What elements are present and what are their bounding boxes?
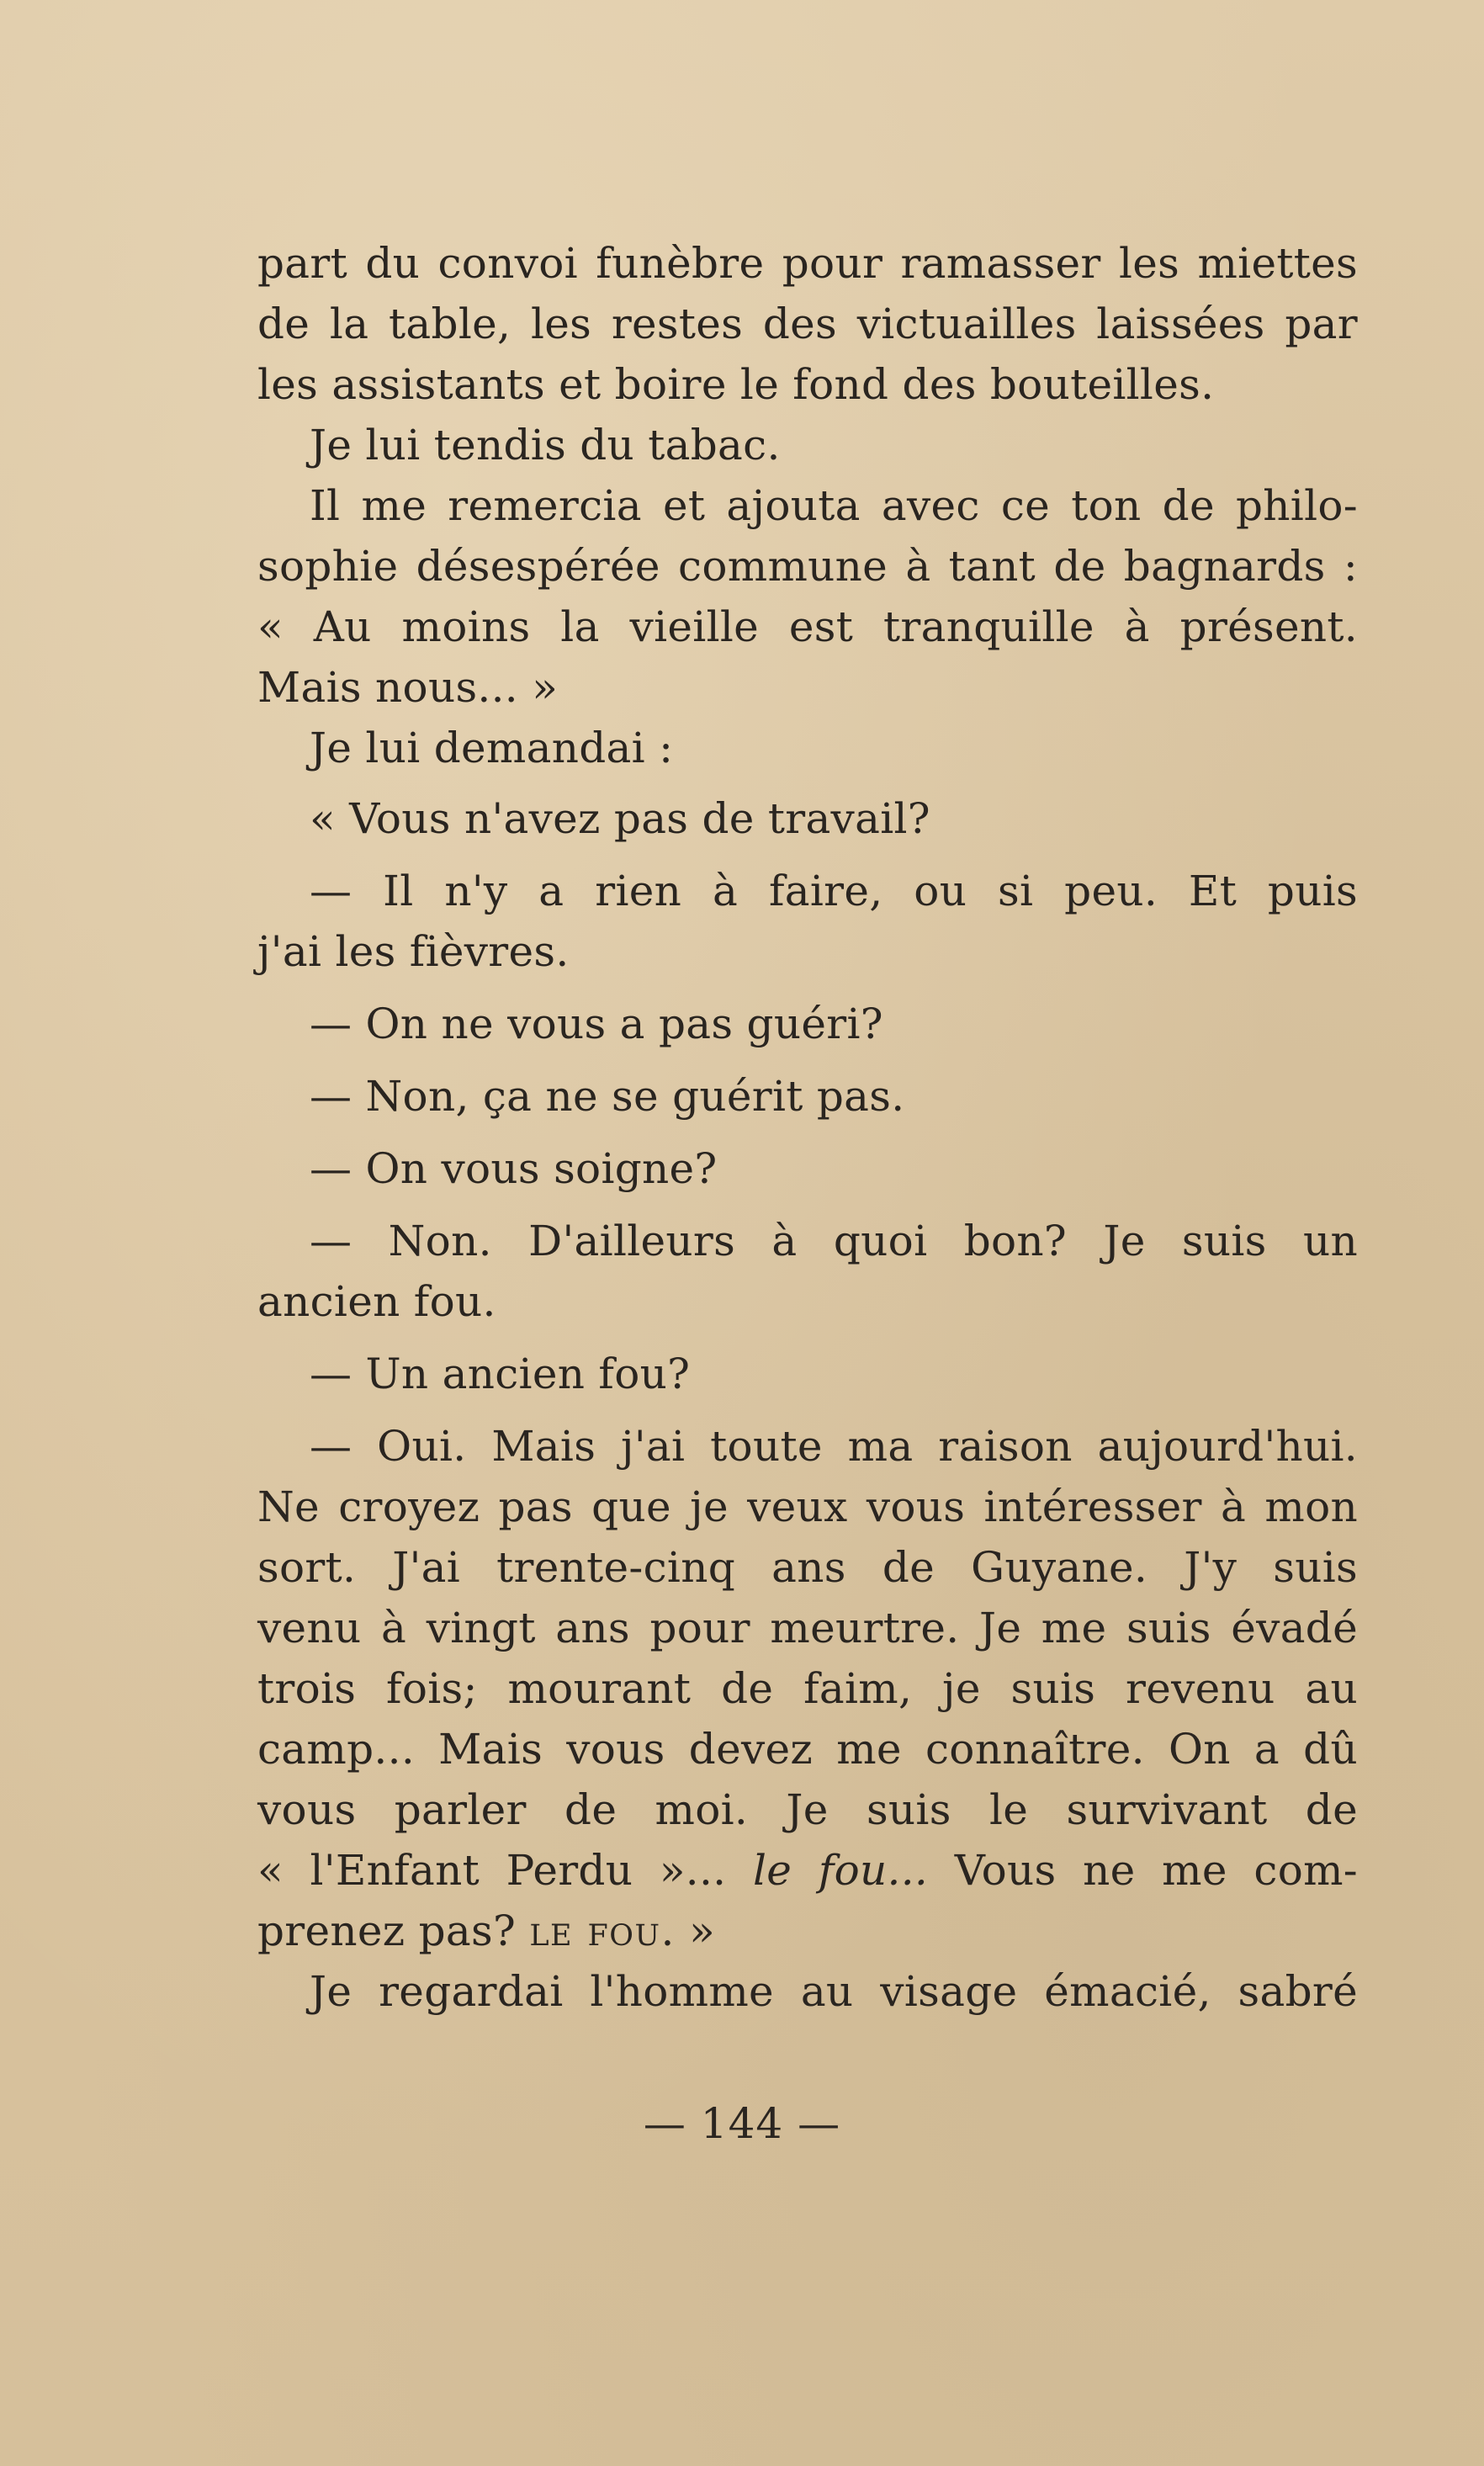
text-line: — On vous soigne?	[310, 1144, 718, 1193]
text-line: — Non, ça ne se guérit pas.	[310, 1072, 905, 1121]
text-line: ancien fou.	[257, 1277, 496, 1326]
small-caps-text: le fou.	[529, 1907, 676, 1955]
text-line: part du convoi funèbre pour ramasser les miettes	[257, 239, 1358, 288]
text-line: Je lui demandai :	[310, 724, 674, 772]
text-line: Je lui tendis du tabac.	[310, 421, 781, 469]
text-line: les assistants et boire le fond des bouteilles.	[257, 360, 1215, 409]
text-line: sort. J'ai trente-cinq ans de Guyane. J'y suis	[257, 1543, 1358, 1592]
text-line: Il me remercia et ajouta avec ce ton de philo-	[310, 481, 1358, 530]
italic-text: le fou...	[753, 1846, 929, 1895]
text-span: Vous ne me com-	[928, 1846, 1358, 1895]
text-line: — Non. D'ailleurs à quoi bon? Je suis un	[310, 1217, 1358, 1265]
text-line: trois fois; mourant de faim, je suis revenu au	[257, 1664, 1358, 1713]
text-line: Ne croyez pas que je veux vous intéresser à mon	[257, 1482, 1358, 1531]
page-number: — 144 —	[643, 2099, 841, 2148]
text-line: venu à vingt ans pour meurtre. Je me suis évadé	[257, 1604, 1358, 1652]
text-span: « l'Enfant Perdu »...	[257, 1846, 753, 1895]
text-line: « Vous n'avez pas de travail?	[310, 794, 930, 843]
text-line: de la table, les restes des victuailles laissées par	[257, 300, 1358, 348]
text-span: »	[675, 1907, 715, 1955]
text-line: — Il n'y a rien à faire, ou si peu. Et puis	[310, 867, 1358, 915]
text-line: Mais nous... »	[257, 663, 559, 712]
text-line: Je regardai l'homme au visage émacié, sabré	[310, 1967, 1358, 2016]
text-line: « Au moins la vieille est tranquille à présent.	[257, 602, 1358, 651]
body-text	[257, 233, 1358, 2022]
text-line: — Un ancien fou?	[310, 1350, 691, 1398]
text-line: j'ai les fièvres.	[257, 927, 570, 976]
text-line	[257, 1840, 1358, 1901]
text-line: — Oui. Mais j'ai toute ma raison aujourd'hui.	[310, 1422, 1358, 1471]
text-line: sophie désespérée commune à tant de bagnards :	[257, 542, 1358, 591]
text-span: prenez pas?	[257, 1907, 530, 1955]
text-line: camp... Mais vous devez me connaître. On a dû	[257, 1725, 1358, 1774]
text-line: vous parler de moi. Je suis le survivant de	[257, 1785, 1358, 1834]
text-line: — On ne vous a pas guéri?	[310, 1000, 883, 1048]
text-line	[257, 1901, 1358, 1961]
